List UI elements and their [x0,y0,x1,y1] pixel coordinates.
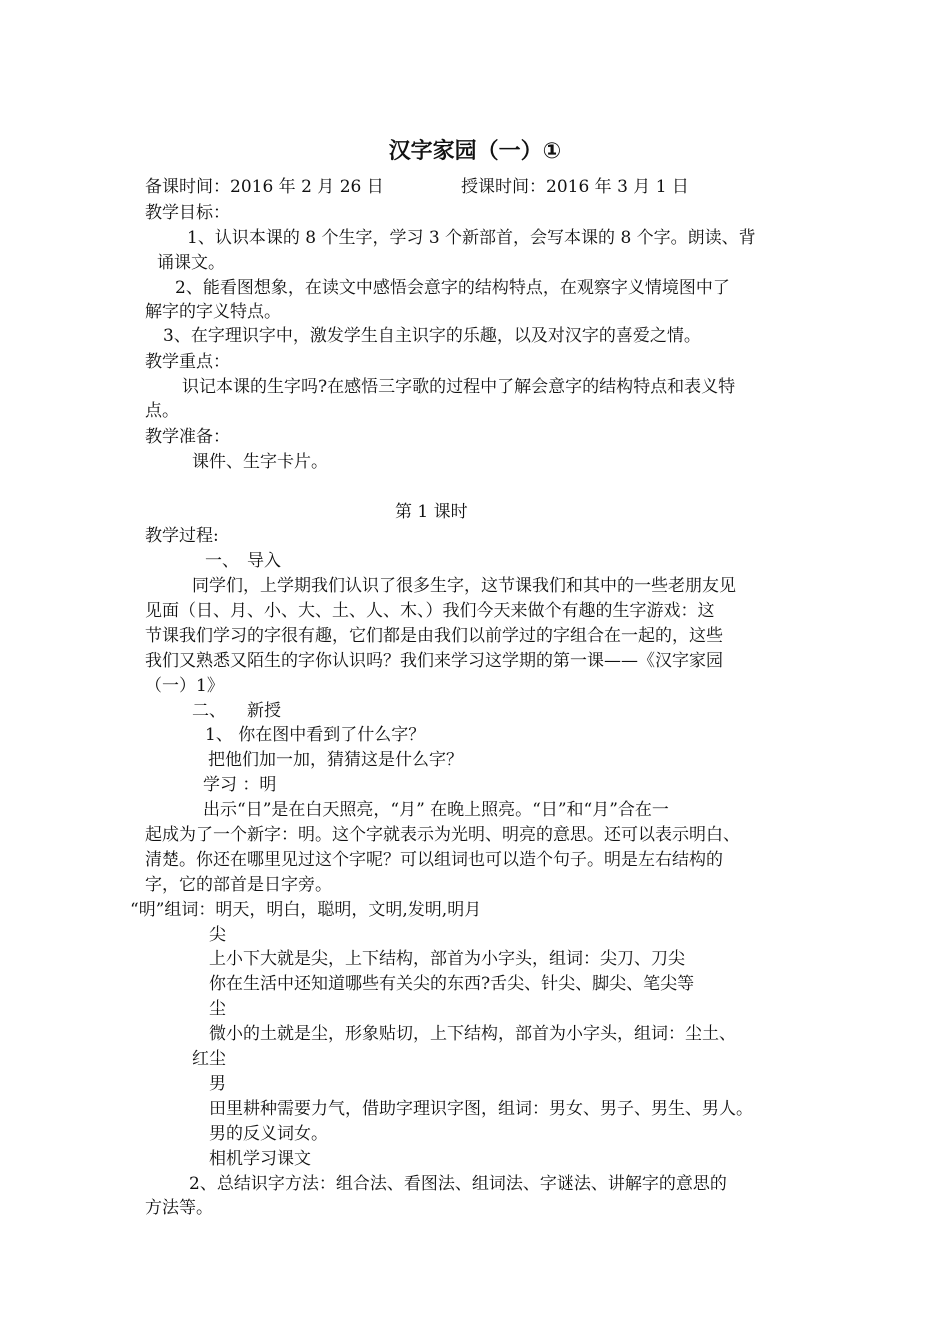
intro-line: 同学们，上学期我们认识了很多生字，这节课我们和其中的一些老朋友见 [192,576,736,596]
summary-line: 方法等。 [145,1198,213,1218]
objective-line: 诵课文。 [157,253,225,273]
ming-explain-line: 清楚。你还在哪里见过这个字呢？可以组词也可以造个句子。明是左右结构的 [145,850,723,870]
jian-line: 你在生活中还知道哪些有关尖的东西?舌尖、针尖、脚尖、笔尖等 [209,974,695,994]
prep-time: 备课时间：2016 年 2 月 26 日 [145,177,384,197]
ming-explain-line: 字，它的部首是日字旁。 [145,875,332,895]
section-number: 一、 [205,551,239,571]
question-line: 把他们加一加，猜猜这是什么字？ [208,750,463,770]
nan-line: 田里耕种需要力气，借助字理识字图，组词：男女、男子、男生、男人。 [209,1099,753,1119]
objective-line: 2、能看图想象，在读文中感悟会意字的结构特点，在观察字义情境图中了 [175,278,730,298]
teach-time: 授课时间：2016 年 3 月 1 日 [461,177,689,197]
keypoints-line: 识记本课的生字吗?在感悟三字歌的过程中了解会意字的结构特点和表义特 [182,377,736,397]
ming-explain-line: 起成为了一个新字：明。这个字就表示为光明、明亮的意思。还可以表示明白、 [145,825,740,845]
chen-line: 红尘 [192,1049,226,1069]
intro-line: （一）1》 [145,676,224,696]
question-line: 1、 你在图中看到了什么字？ [205,725,426,745]
jian-line: 上小下大就是尖，上下结构，部首为小字头，组词：尖刀、刀尖 [209,949,685,969]
prep-items: 课件、生字卡片。 [192,452,328,472]
summary-line: 2、总结识字方法：组合法、看图法、组词法、字谜法、讲解字的意思的 [189,1174,727,1194]
lesson-heading: 第 1 课时 [395,502,468,522]
char-nan: 男 [209,1074,226,1094]
section-title: 导入 [247,551,281,571]
section-title: 新授 [247,701,281,721]
char-jian: 尖 [209,925,226,945]
objective-line: 3、在字理识字中，激发学生自主识字的乐趣，以及对汉字的喜爱之情。 [163,326,701,346]
keypoints-heading: 教学重点： [145,352,230,372]
learn-ming: 学习 ：明 [203,775,277,795]
char-chen: 尘 [209,999,226,1019]
intro-line: 节课我们学习的字很有趣，它们都是由我们以前学过的字组合在一起的，这些 [145,626,723,646]
intro-line: 我们又熟悉又陌生的字你认识吗？我们来学习这学期的第一课——《汉字家园 [145,651,723,671]
nan-line: 相机学习课文 [209,1149,311,1169]
section-number: 二、 [192,701,226,721]
nan-line: 男的反义词女。 [209,1124,328,1144]
ming-words: “明”组词：明天，明白，聪明，文明,发明,明月 [130,900,482,920]
keypoints-line: 点。 [145,401,179,421]
objectives-heading: 教学目标： [145,203,230,223]
chen-line: 微小的土就是尘，形象贴切，上下结构，部首为小字头，组词：尘土、 [209,1024,736,1044]
intro-line: 见面（日、月、小、大、土、人、木、）我们今天来做个有趣的生字游戏：这 [145,601,715,621]
objective-line: 解字的字义特点。 [145,302,281,322]
document-title: 汉字家园（一）① [388,139,562,164]
prep-heading: 教学准备： [145,427,230,447]
objective-line: 1、认识本课的 8 个生字，学习 3 个新部首，会写本课的 8 个字。朗读、背 [187,228,756,248]
process-heading: 教学过程: [145,526,219,546]
ming-explain-line: 出示“日”是在白天照亮，“月” 在晚上照亮。“日”和“月”合在一 [203,800,669,820]
